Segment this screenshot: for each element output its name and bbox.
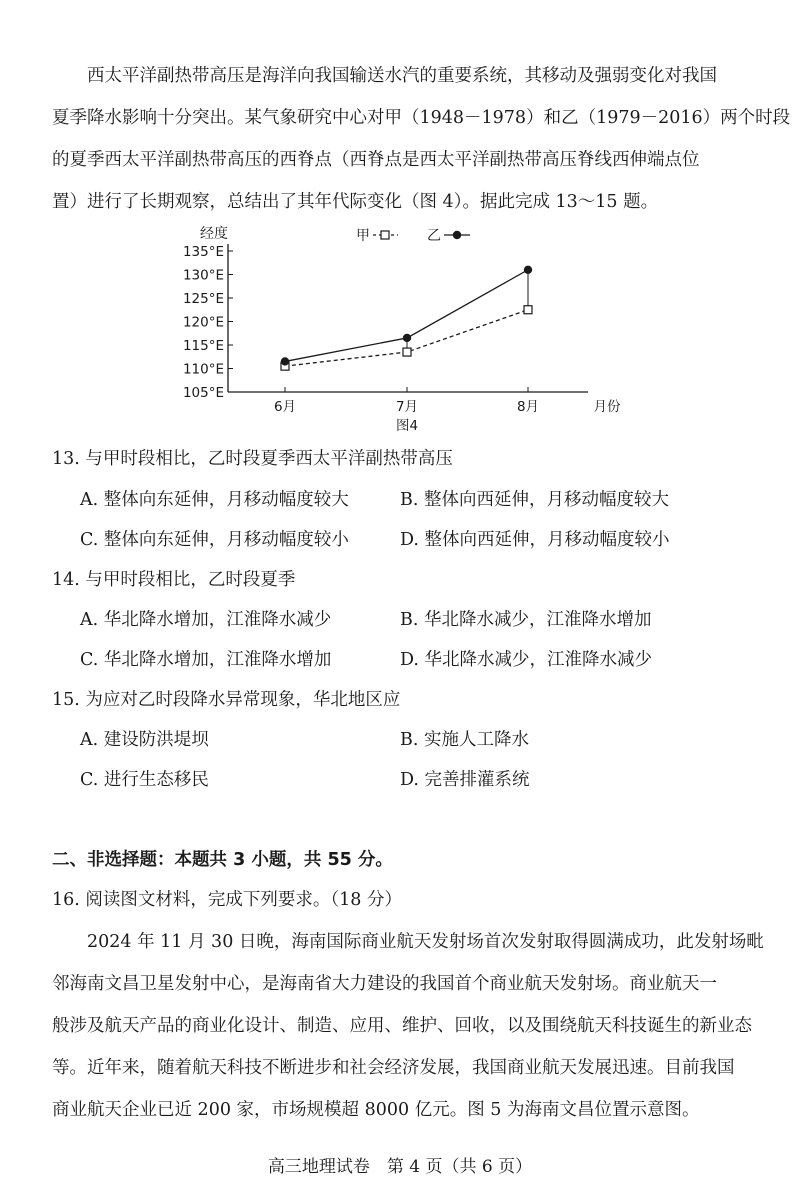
- y-axis-label: 经度: [200, 226, 228, 242]
- question-13-stem: 13. 与甲时段相比，乙时段夏季西太平洋副热带高压: [52, 449, 453, 469]
- series-jia-point: [403, 348, 411, 356]
- material-line: 般涉及航天产品的商业化设计、制造、应用、维护、回收，以及围绕航天科技诞生的新业态: [52, 1016, 752, 1036]
- material-line: 等。近年来，随着航天科技不断进步和社会经济发展，我国商业航天发展迅速。目前我国: [52, 1058, 735, 1078]
- q14-option-c: C. 华北降水增加，江淮降水增加: [80, 650, 332, 670]
- y-tick-label: 115°E: [182, 338, 224, 354]
- question-14-stem: 14. 与甲时段相比，乙时段夏季: [52, 570, 296, 590]
- intro-line: 置）进行了长期观察，总结出了其年代际变化（图 4）。据此完成 13～15 题。: [52, 192, 659, 212]
- intro-line: 西太平洋副热带高压是海洋向我国输送水汽的重要系统，其移动及强弱变化对我国: [87, 66, 717, 86]
- q13-option-b: B. 整体向西延伸，月移动幅度较大: [400, 490, 669, 510]
- x-tick-label: 7月: [395, 399, 419, 415]
- material-line: 邻海南文昌卫星发射中心，是海南省大力建设的我国首个商业航天发射场。商业航天一: [52, 974, 717, 994]
- series-jia-point: [524, 306, 532, 314]
- x-tick-label: 6月: [273, 399, 297, 415]
- figure-caption: 图4: [395, 418, 419, 434]
- legend-jia-marker: [381, 231, 389, 239]
- question-15-stem: 15. 为应对乙时段降水异常现象，华北地区应: [52, 690, 401, 710]
- q14-option-d: D. 华北降水减少，江淮降水减少: [400, 650, 653, 670]
- q15-option-d: D. 完善排灌系统: [400, 770, 530, 790]
- intro-line: 夏季降水影响十分突出。某气象研究中心对甲（1948－1978）和乙（1979－2016）两个时段: [52, 108, 791, 128]
- y-tick-label: 105°E: [182, 385, 224, 401]
- section-2-heading: 二、非选择题：本题共 3 小题，共 55 分。: [52, 850, 393, 870]
- q13-option-c: C. 整体向东延伸，月移动幅度较小: [80, 530, 349, 550]
- figure-4-chart: [170, 220, 640, 440]
- legend-yi-marker: [453, 231, 461, 239]
- page-footer: 高三地理试卷 第 4 页（共 6 页）: [267, 1157, 533, 1177]
- legend-jia-label: 甲: [356, 228, 370, 244]
- y-tick-label: 130°E: [182, 267, 224, 284]
- y-tick-label: 110°E: [182, 361, 224, 378]
- series-yi-point: [281, 357, 289, 365]
- x-tick-label: 8月: [516, 399, 540, 415]
- series-yi-point: [403, 334, 411, 342]
- y-tick-label: 125°E: [182, 291, 224, 307]
- intro-line: 的夏季西太平洋副热带高压的西脊点（西脊点是西太平洋副热带高压脊线西伸端点位: [52, 150, 700, 170]
- q13-option-d: D. 整体向西延伸，月移动幅度较小: [400, 530, 670, 550]
- x-axis-label: 月份: [593, 399, 621, 415]
- material-line: 商业航天企业已近 200 家，市场规模超 8000 亿元。图 5 为海南文昌位置示意图。: [52, 1100, 700, 1120]
- q14-option-b: B. 华北降水减少，江淮降水增加: [400, 610, 652, 630]
- legend-yi-label: 乙: [427, 228, 441, 244]
- q15-option-a: A. 建设防洪堤坝: [80, 730, 209, 750]
- q13-option-a: A. 整体向东延伸，月移动幅度较大: [80, 490, 349, 510]
- q15-option-c: C. 进行生态移民: [80, 770, 209, 790]
- material-line: 2024 年 11 月 30 日晚，海南国际商业航天发射场首次发射取得圆满成功，此发射场毗: [87, 932, 764, 952]
- q15-option-b: B. 实施人工降水: [400, 730, 529, 750]
- question-16-stem: 16. 阅读图文材料，完成下列要求。（18 分）: [52, 890, 402, 910]
- y-tick-label: 120°E: [182, 314, 224, 331]
- q14-option-a: A. 华北降水增加，江淮降水减少: [80, 610, 332, 630]
- series-yi-point: [524, 266, 532, 274]
- y-tick-label: 135°E: [182, 244, 224, 260]
